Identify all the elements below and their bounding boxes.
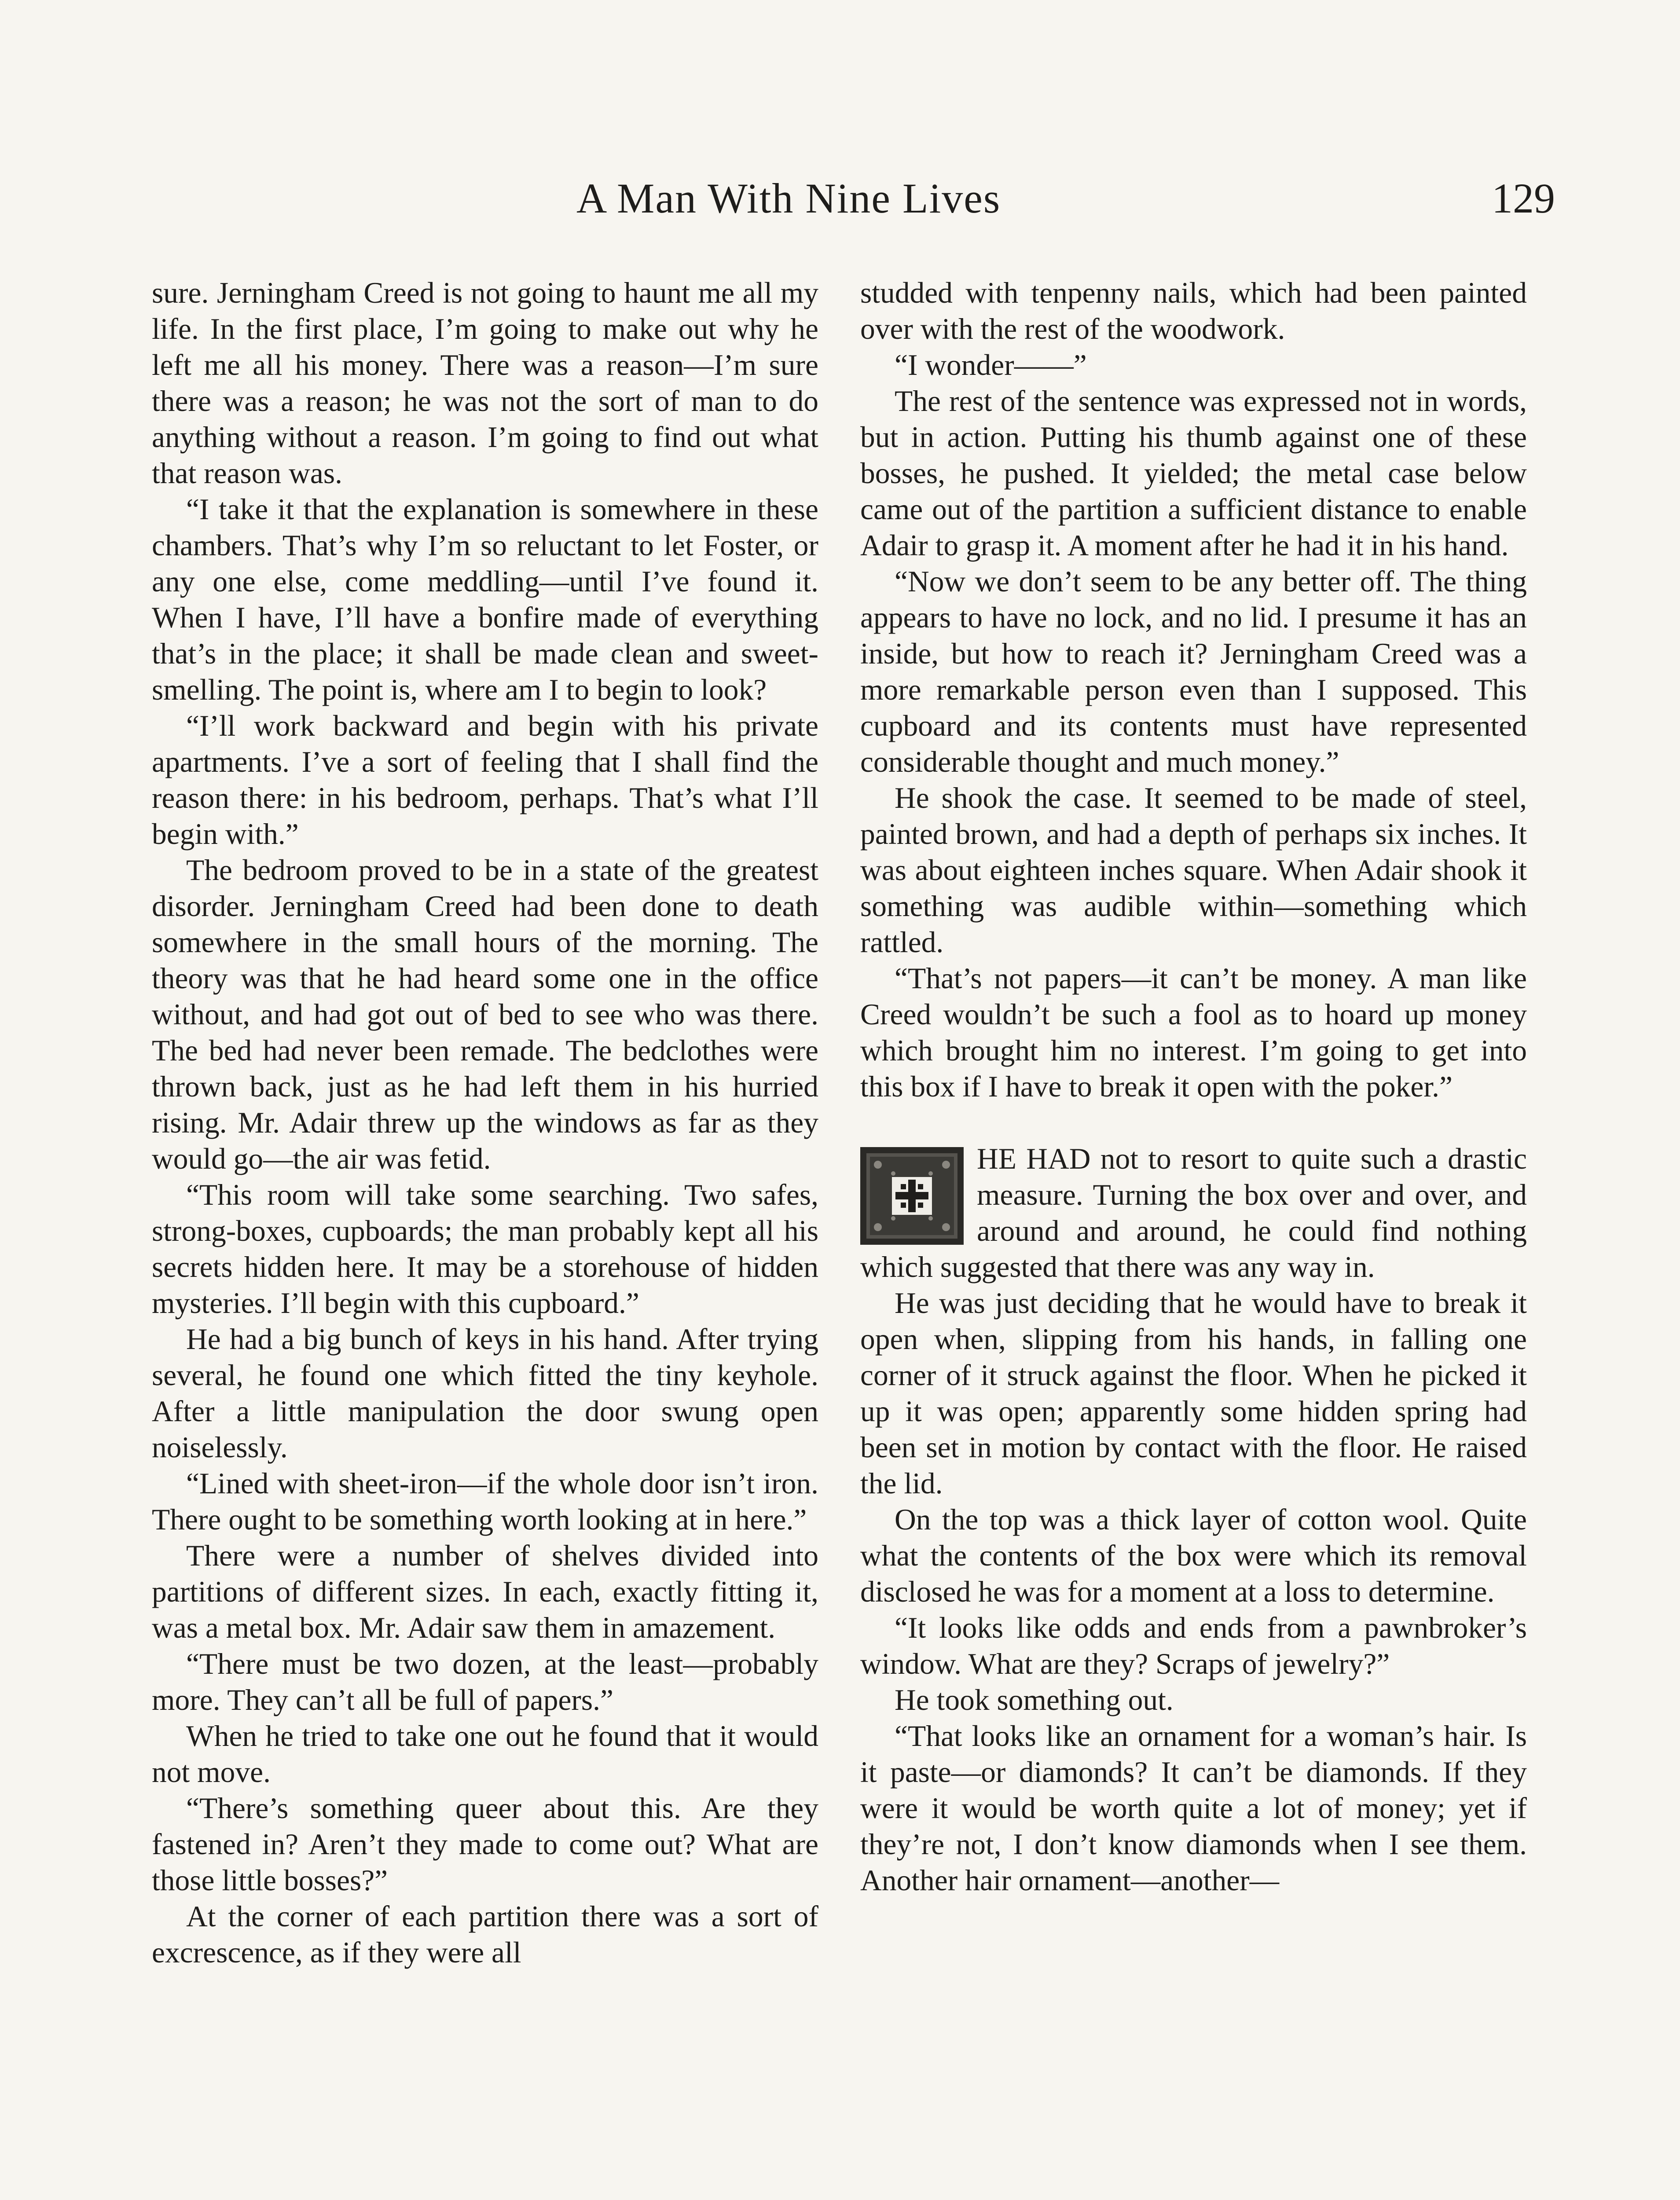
drop-cap-paragraph: [860, 1141, 1527, 1285]
paragraph: “This room will take some searching. Two safes, strong-boxes, cupboards; the man probably kept all his secrets hidden here. It may be a storehouse of hidden mysteries. I’ll begin with this cupboard.”: [152, 1178, 818, 1320]
left-column: [152, 275, 818, 1971]
paragraph: He was just deciding that he would have to break it open when, slipping from his hands, in falling one corner of it struck against the floor. When he picked it up it was open; apparently some hidden spring had been set in motion by contact with the floor. He raised the lid.: [860, 1287, 1527, 1500]
paragraph: “There must be two dozen, at the least—probably more. They can’t all be full of papers.”: [152, 1647, 818, 1716]
drop-cap-text: HE HAD not to resort to quite such a drastic measure. Turning the box over and over, and around and around, he could find nothing which suggested that there was any way in.: [860, 1142, 1527, 1283]
paragraph: “I wonder——”: [895, 348, 1087, 381]
paragraph: “That looks like an ornament for a woman’s hair. Is it paste—or diamonds? It can’t be diamonds. If they were it would be worth quite a lot of money; yet if they’re not, I don’t know diamonds when I see them. Another hair ornament—another—: [860, 1720, 1527, 1897]
running-title: A Man With Nine Lives: [576, 175, 1001, 222]
paragraph: “There’s something queer about this. Are they fastened in? Aren’t they made to come out? What are those little bosses?”: [152, 1792, 818, 1897]
paragraph: “That’s not papers—it can’t be money. A man like Creed wouldn’t be such a fool as to hoard up money which brought him no interest. I’m going to get into this box if I have to break it open with the poker.”: [860, 962, 1527, 1103]
paragraph: “I take it that the explanation is somewhere in these chambers. That’s why I’m so reluctant to let Foster, or any one else, come meddling—until I’ve found it. When I have, I’ll have a bonfire made of everything that’s in the place; it shall be made clean and sweet-smelling. The point is, where am I to begin to look?: [152, 493, 818, 706]
paragraph: When he tried to take one out he found that it would not move.: [152, 1720, 818, 1789]
paragraph: “I’ll work backward and begin with his private apartments. I’ve a sort of feeling that I shall find the reason there: in his bedroom, perhaps. That’s what I’ll begin with.”: [152, 709, 818, 851]
page-number: 129: [1492, 175, 1555, 222]
paragraph: There were a number of shelves divided into partitions of different sizes. In each, exactly fitting it, was a metal box. Mr. Adair saw them in amazement.: [152, 1539, 818, 1644]
paragraph: sure. Jerningham Creed is not going to haunt me all my life. In the first place, I’m going to make out why he left me all his money. There was a reason—I’m sure there was a reason; he was not the sort of man to do anything without a reason. I’m going to find out what that reason was.: [152, 276, 818, 490]
paragraph: He took something out.: [895, 1683, 1174, 1716]
section-break: [860, 1105, 1527, 1141]
paragraph: On the top was a thick layer of cotton wool. Quite what the contents of the box were which its removal disclosed he was for a moment at a loss to determine.: [860, 1503, 1527, 1608]
cross-ornament-icon: [860, 1147, 964, 1245]
paragraph: The rest of the sentence was expressed not in words, but in action. Putting his thumb against one of these bosses, he pushed. It yielded; the metal case below came out of the partition a sufficient distance to enable Adair to grasp it. A moment after he had it in his hand.: [860, 385, 1527, 562]
paragraph: “It looks like odds and ends from a pawnbroker’s window. What are they? Scraps of jewelry?”: [860, 1611, 1527, 1680]
page-header: [0, 174, 1680, 244]
paragraph: At the corner of each partition there was a sort of excrescence, as if they were all: [152, 1900, 818, 1969]
right-column: [860, 275, 1527, 1899]
paragraph: “Lined with sheet-iron—if the whole door isn’t iron. There ought to be something worth looking at in here.”: [152, 1467, 818, 1536]
paragraph: The bedroom proved to be in a state of the greatest disorder. Jerningham Creed had been done to death somewhere in the small hours of the morning. The theory was that he had heard some one in the office without, and had got out of bed to see who was there. The bed had never been remade. The bedclothes were thrown back, just as he had left them in his hurried rising. Mr. Adair threw up the windows as far as they would go—the air was fetid.: [152, 854, 818, 1175]
paragraph: He had a big bunch of keys in his hand. After trying several, he found one which fitted the tiny keyhole. After a little manipulation the door swung open noiselessly.: [152, 1323, 818, 1464]
paragraph: studded with tenpenny nails, which had been painted over with the rest of the woodwork.: [860, 276, 1527, 345]
paragraph: “Now we don’t seem to be any better off. The thing appears to have no lock, and no lid. I presume it has an inside, but how to reach it? Jerningham Creed was a more remarkable person even than I supposed. This cupboard and its contents must have represented considerable thought and much money.”: [860, 565, 1527, 778]
paragraph: He shook the case. It seemed to be made of steel, painted brown, and had a depth of perhaps six inches. It was about eighteen inches square. When Adair shook it something was audible within—something which rattled.: [860, 781, 1527, 959]
